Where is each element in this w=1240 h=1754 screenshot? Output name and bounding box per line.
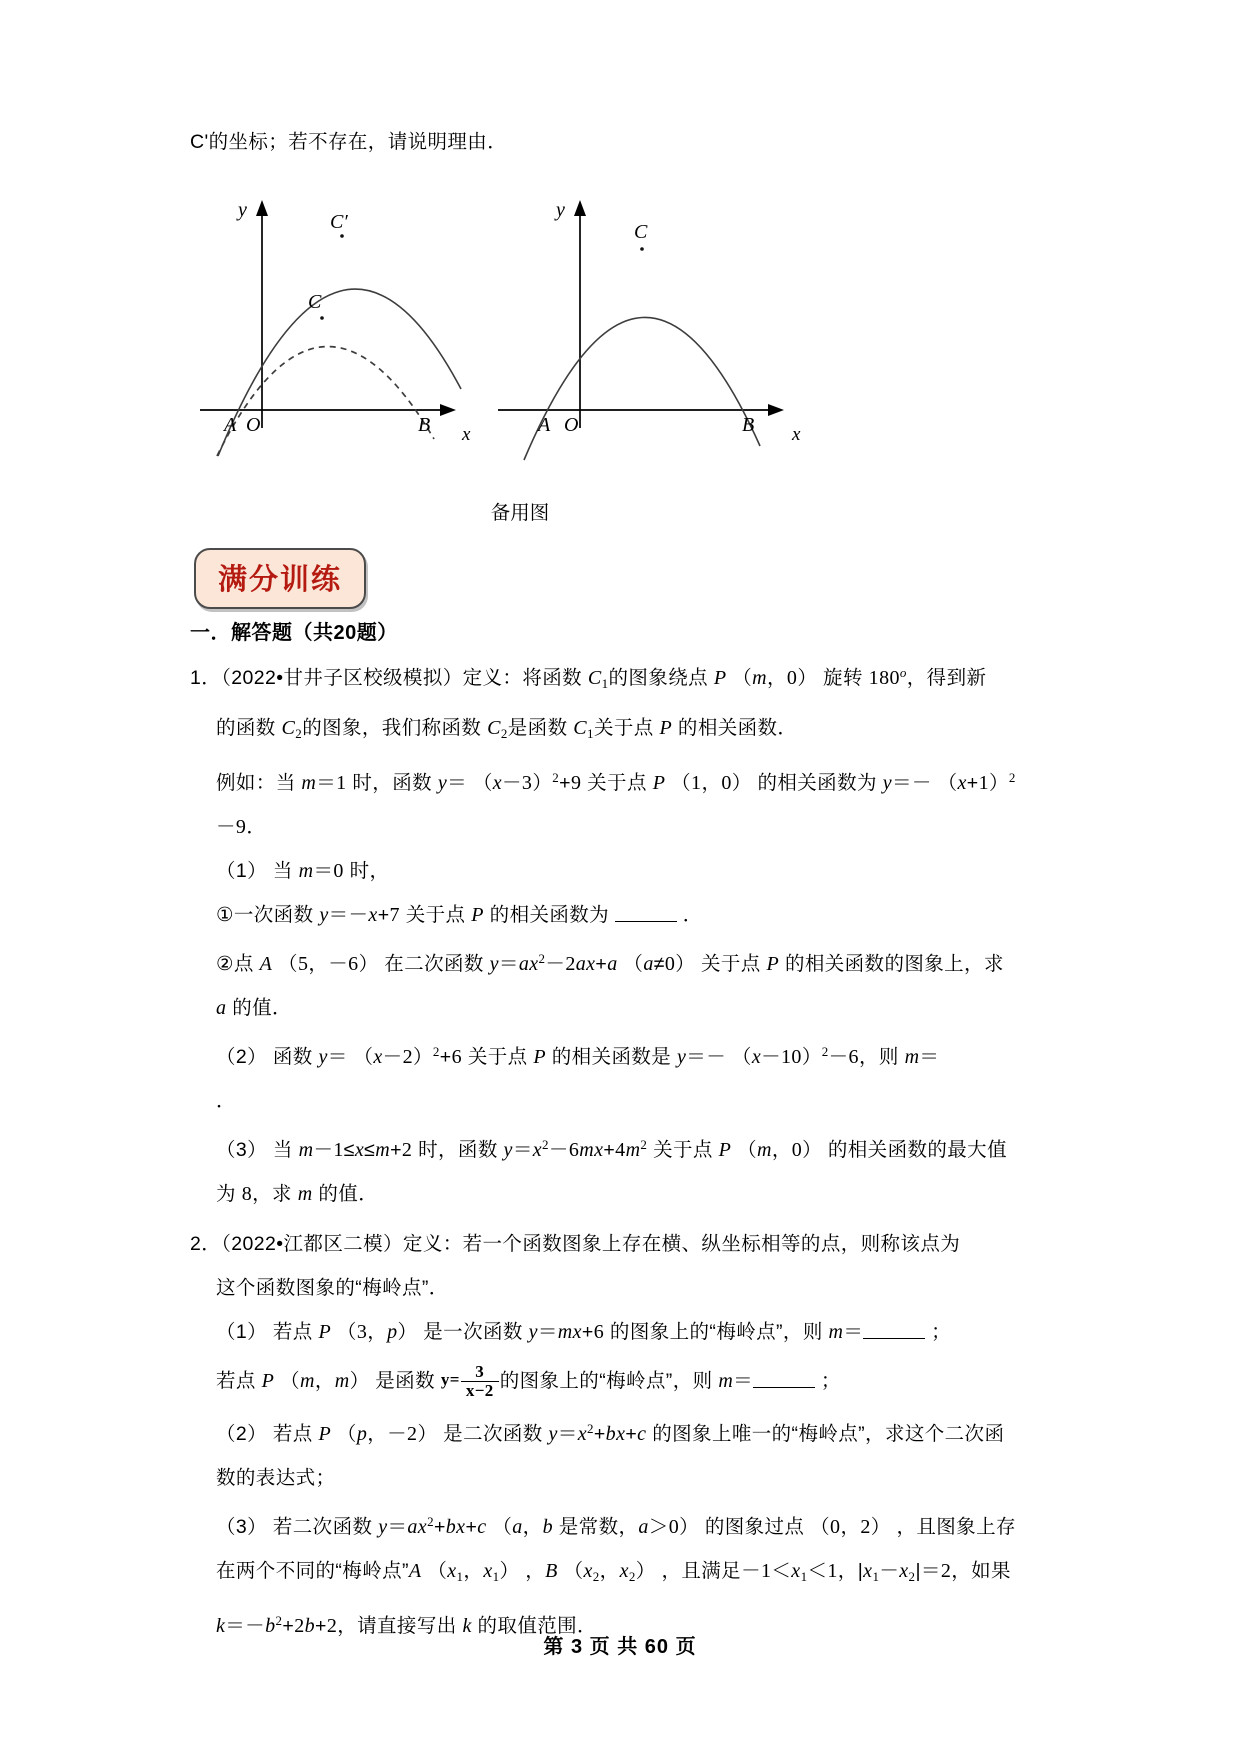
problem-1-line-11: （3） 当 m－1≤x≤m+2 时，函数 $y=x^2-6mx+4m^2$ 关于点 P （m，0） 的相关函数的最大值 xyxy=(216,1137,1007,1161)
svg-text:x: x xyxy=(462,424,471,445)
answer-blank-2b[interactable] xyxy=(753,1370,815,1388)
problem-2-line-8: 在两个不同的“梅岭点”A （$x_1$，$x_1$） ，B （$x_2$，$x_2$） ，且满足$-1<x_1<1$，$|x_1-x_2|=2$，如果 xyxy=(216,1560,1011,1584)
svg-text:C′: C′ xyxy=(330,211,348,233)
problem-1-line-9: （2） 函数 $y= (x-2)^2+6$ 关于点 P 的相关函数是 $y=- (x-10)^2-6$，则 m＝ xyxy=(216,1044,940,1068)
figures-container xyxy=(190,188,1060,524)
fraction-denominator: x−2 xyxy=(461,1381,499,1400)
problem-1-line-4: －9． xyxy=(216,816,267,838)
problem-2-number: 2． xyxy=(190,1233,222,1255)
left-figure xyxy=(200,199,471,456)
figure-caption: 备用图 xyxy=(490,502,550,524)
svg-text:A: A xyxy=(538,414,551,436)
problem-1-line-7: ②点 A （5，－6） 在二次函数 $y=ax^2-2ax+a$ （a≠0） 关于点 P 的相关函数的图象上，求 xyxy=(216,951,1004,975)
problem-1-line-10: ． xyxy=(216,1090,236,1112)
problem-1-line-5: （1） 当 m＝0 时， xyxy=(216,860,390,882)
svg-text:B: B xyxy=(418,414,431,436)
problem-2-source: （2022•江都区二模） xyxy=(221,1233,403,1255)
svg-text:C: C xyxy=(634,221,648,243)
problem-2-line-7: （3） 若二次函数 $y=ax^2+bx+c$ （a，b 是常数，a＞0） 的图象过点 （0，2） ，且图象上存 xyxy=(216,1514,1016,1538)
problem-2 xyxy=(190,1222,1060,1648)
svg-text:O: O xyxy=(246,414,261,436)
answer-blank-2a[interactable] xyxy=(863,1321,925,1339)
svg-text:B: B xyxy=(742,414,755,436)
answer-blank-1a[interactable] xyxy=(615,904,677,922)
svg-text:C: C xyxy=(308,291,322,313)
problem-1-line-3: 例如：当 m＝1 时，函数 $y= (x-3)^2+9$ 关于点 P （1，0） 的相关函数为 $y=- (x+1)^2$ xyxy=(216,770,1016,794)
fraction-prefix: y= xyxy=(440,1370,460,1389)
problem-1 xyxy=(190,651,1060,1216)
coordinate-figures-svg xyxy=(190,188,1060,488)
manfen-training-badge: 满分训练 xyxy=(194,548,366,609)
problem-2-line-1: 2．（2022•江都区二模）定义：若一个函数图象上存在横、纵坐标相等的点，则称该点为 xyxy=(190,1233,961,1255)
problem-2-body xyxy=(190,1222,1060,1648)
problem-2-line-3: （1） 若点 P （3，p） 是一次函数 y＝mx+6 的图象上的“梅岭点”，则 m＝ ； xyxy=(216,1321,952,1343)
section-heading: 一．解答题（共20题） xyxy=(190,622,398,644)
problem-2-line-9: $k=-b^2+2b+2$，请直接写出 k 的取值范围． xyxy=(216,1613,597,1637)
problem-1-line-12: 为 8，求 m 的值． xyxy=(216,1183,379,1205)
problem-1-line-8: a 的值． xyxy=(216,997,292,1019)
intro-line xyxy=(190,120,1060,164)
svg-text:O: O xyxy=(564,414,579,436)
svg-text:A: A xyxy=(224,414,237,436)
problem-1-line-6: ①一次函数 y＝－x+7 关于点 P 的相关函数为 ． xyxy=(216,904,703,926)
svg-text:y: y xyxy=(238,199,247,221)
problem-1-line-1: 1．（2022•甘井子区校级模拟）定义：将函数 $C_1$的图象绕点 P （m，0） 旋转 180$^o$，得到新 xyxy=(190,665,987,691)
problem-2-line-2: 这个函数图象的“梅岭点”． xyxy=(216,1277,449,1299)
fraction-3-over-x-minus-2 xyxy=(461,1363,499,1400)
page-content xyxy=(190,120,1060,1648)
fraction-numerator: 3 xyxy=(475,1362,485,1382)
right-figure xyxy=(498,199,801,460)
problem-2-line-6: 数的表达式； xyxy=(216,1467,336,1489)
badge-row xyxy=(190,548,1060,610)
problem-1-source: （2022•甘井子区校级模拟） xyxy=(221,667,463,689)
intro-text: C'的坐标；若不存在，请说明理由． xyxy=(190,131,508,153)
page-footer: 第 3 页 共 60 页 xyxy=(543,1636,697,1658)
problem-2-line-4: 若点 P （m，m） 是函数 y= $\frac{3}{x-2}$ 的图象上的“梅岭点”，则 m＝ ； xyxy=(216,1362,841,1400)
svg-text:x: x xyxy=(792,424,801,445)
problem-1-number: 1． xyxy=(190,667,222,689)
problem-2-line-5: （2） 若点 P （p，－2） 是二次函数 $y=x^2+bx+c$ 的图象上唯一的“梅岭点”，求这个二次函 xyxy=(216,1421,1005,1445)
problem-1-body xyxy=(190,651,1060,1216)
problem-1-line-2: 的函数 $C_2$的图象，我们称函数 $C_2$是函数 $C_1$关于点 P 的相关函数． xyxy=(216,717,798,741)
svg-text:y: y xyxy=(556,199,565,221)
